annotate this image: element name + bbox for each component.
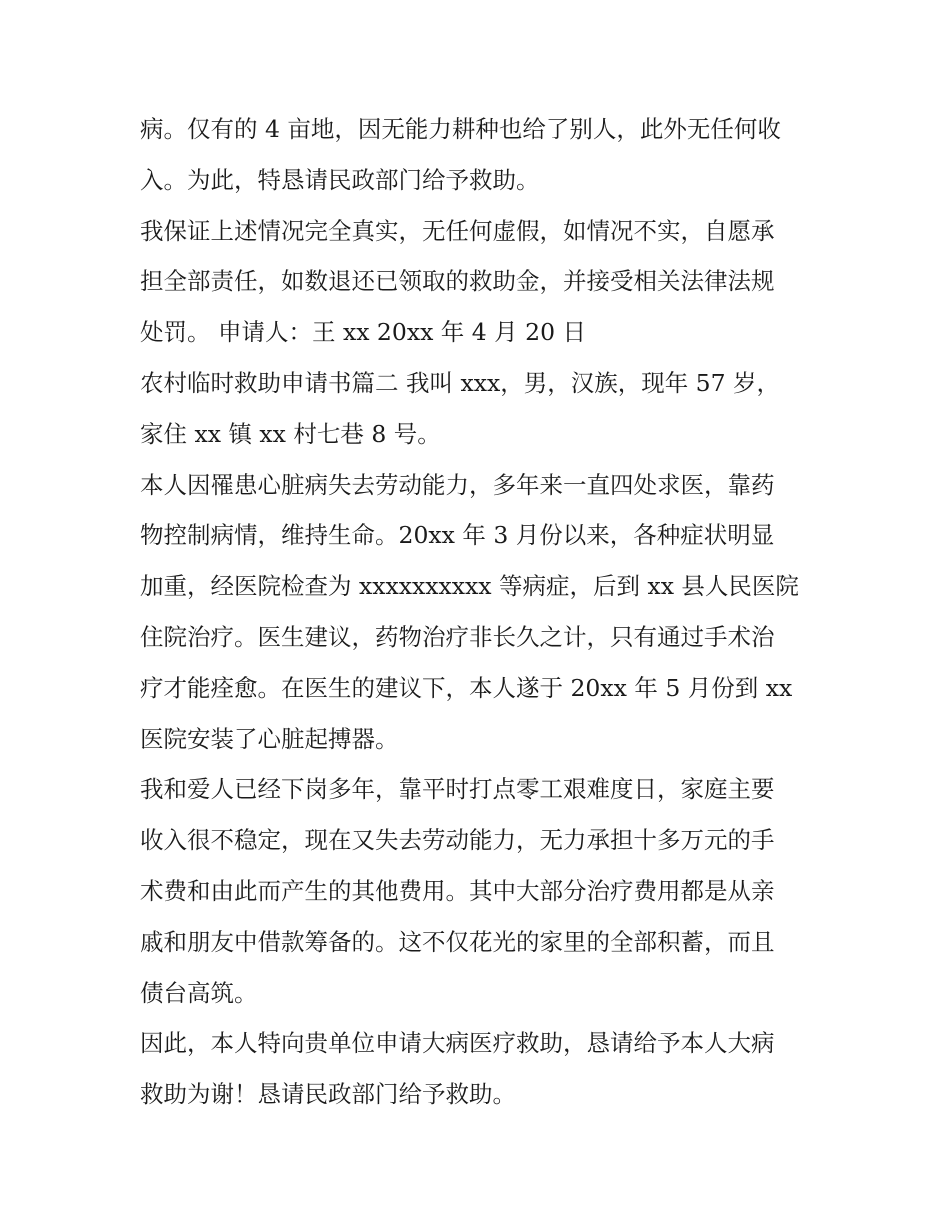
section-heading-line: 农村临时救助申请书篇二 我叫 xxx，男，汉族，现年 57 岁，: [140, 368, 781, 397]
text-line: 医院安装了心脏起搏器。: [140, 724, 399, 753]
text-line: 住院治疗。医生建议，药物治疗非长久之计，只有通过手术治: [140, 622, 775, 651]
text-line: 疗才能痊愈。在医生的建议下，本人遂于 20xx 年 5 月份到 xx: [140, 673, 793, 702]
text-line: 戚和朋友中借款筹备的。这不仅花光的家里的全部积蓄，而且: [140, 927, 775, 956]
document-body: [140, 104, 820, 1120]
text-line: 我和爱人已经下岗多年，靠平时打点零工艰难度日，家庭主要: [140, 775, 775, 804]
text-line: 本人因罹患心脏病失去劳动能力，多年来一直四处求医，靠药: [140, 470, 775, 499]
text-line: 债台高筑。: [140, 978, 258, 1007]
text-line: 病。仅有的 4 亩地，因无能力耕种也给了别人，此外无任何收: [140, 115, 781, 143]
signature-line: 处罚。 申请人：王 xx 20xx 年 4 月 20 日: [140, 318, 587, 347]
text-line: 救助为谢！恳请民政部门给予救助。: [140, 1080, 516, 1109]
text-line: 物控制病情，维持生命。20xx 年 3 月份以来，各种症状明显: [140, 521, 775, 550]
text-line: 担全部责任，如数退还已领取的救助金，并接受相关法律法规: [140, 267, 775, 296]
text-line: 术费和由此而产生的其他费用。其中大部分治疗费用都是从亲: [140, 876, 775, 905]
text-line: 收入很不稳定，现在又失去劳动能力，无力承担十多万元的手: [140, 826, 775, 855]
text-line: 加重，经医院检查为 xxxxxxxxxx 等病症，后到 xx 县人民医院: [140, 572, 799, 601]
text-line: 因此，本人特向贵单位申请大病医疗救助，恳请给予本人大病: [140, 1029, 775, 1058]
text-line: 家住 xx 镇 xx 村七巷 8 号。: [140, 419, 441, 448]
text-line: 入。为此，特恳请民政部门给予救助。: [140, 165, 540, 194]
text-line: 我保证上述情况完全真实，无任何虚假，如情况不实，自愿承: [140, 216, 775, 245]
